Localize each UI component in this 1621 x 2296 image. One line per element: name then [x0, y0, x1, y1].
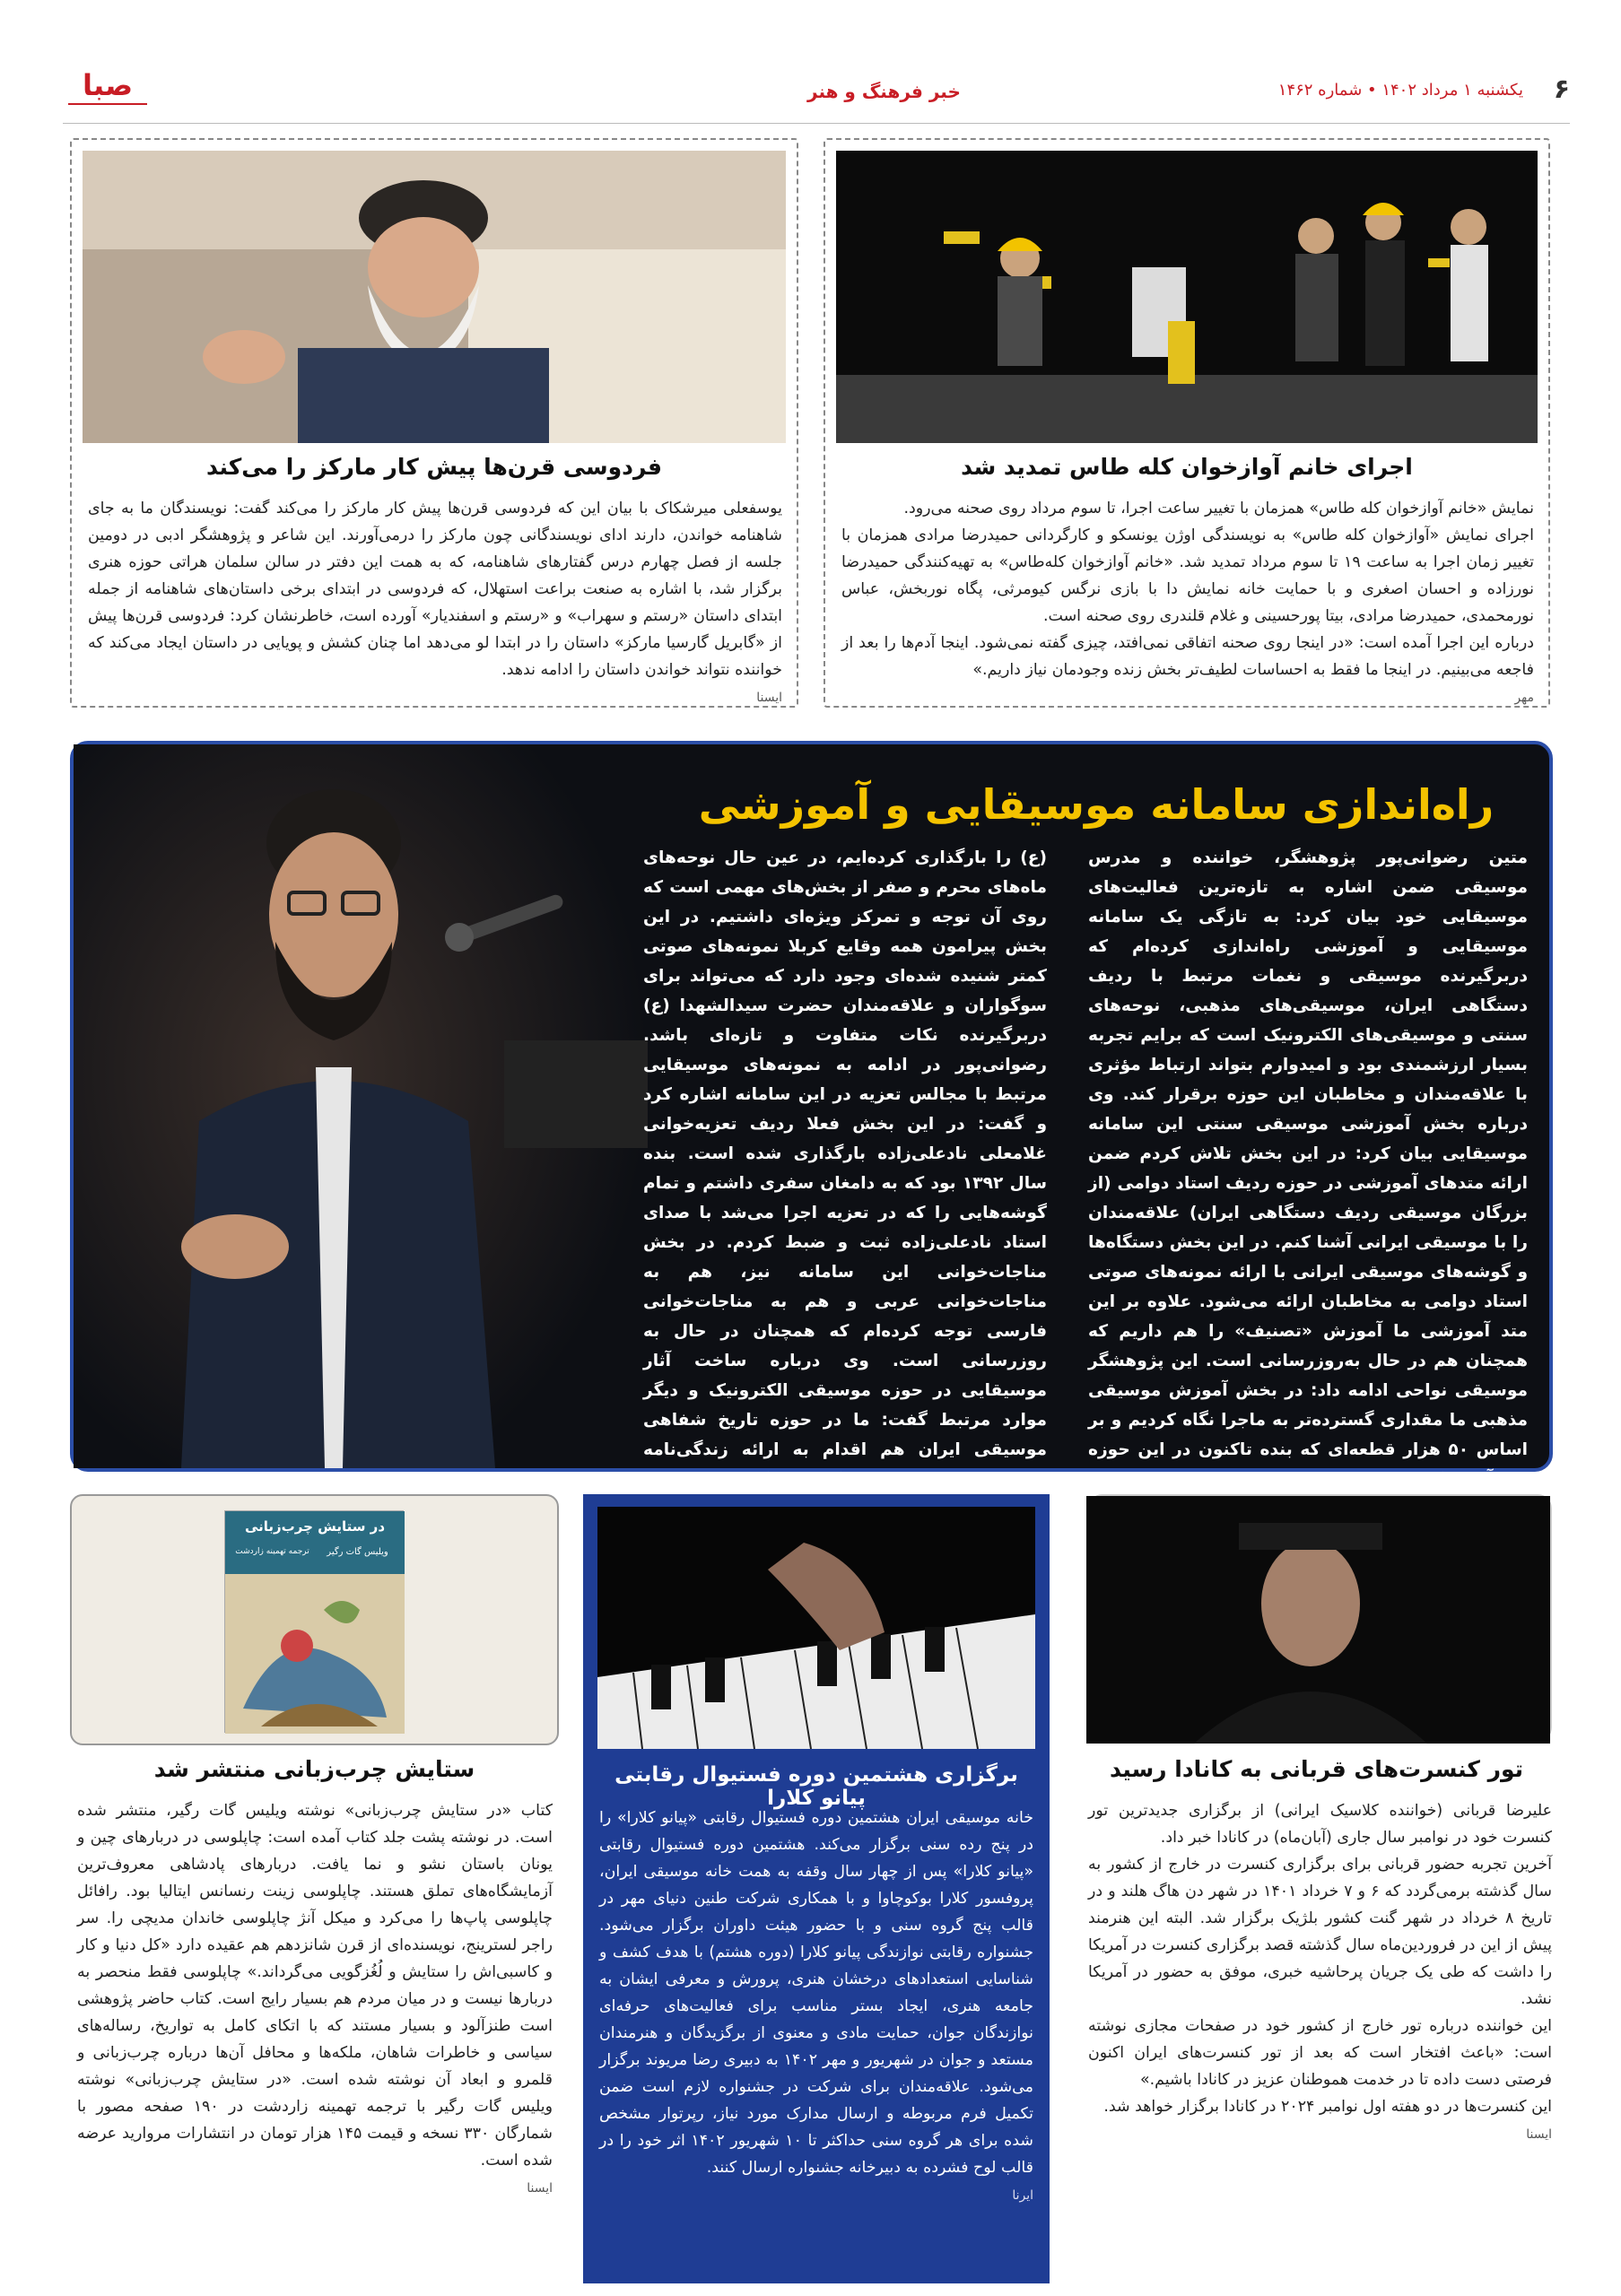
news-source: ایسنا	[756, 691, 782, 705]
paragraph: این کنسرت‌ها در دو هفته اول نوامبر ۲۰۲۴ در کانادا برگزار خواهد شد.	[1103, 2098, 1552, 2116]
book-cover-illustration	[225, 1574, 405, 1734]
news-source: ایسنا	[1526, 2127, 1552, 2142]
book-headline: ستایش چرب‌زبانی منتشر شد	[153, 1756, 475, 1782]
ferdowsi-headline: فردوسی قرن‌ها پیش کار مارکز را می‌کند	[206, 454, 662, 480]
feature-article	[70, 741, 1553, 1489]
piano-photo	[597, 1507, 1035, 1749]
ferdowsi-body	[88, 495, 782, 711]
concert-article	[1081, 1494, 1552, 2283]
piano-headline: برگزاری هشتمین دوره فستیوال رقابتی پیانو کلارا	[614, 1763, 1018, 1810]
book-cover	[224, 1510, 404, 1733]
piano-body	[599, 1805, 1033, 2209]
concert-headline: تور کنسرت‌های قربانی به کانادا رسید	[1109, 1756, 1524, 1782]
theater-headline: اجرای خانم آوازخوان کله طاس تمدید شد	[961, 454, 1413, 480]
book-body	[77, 1797, 553, 2202]
paragraph: یوسفعلی میرشکاک با بیان این که فردوسی قرن‌ها پیش کار مارکز را می‌کند گفت: نویسندگان ما به جای شاهنامه خواندن، دارند ادای نویسندگانی چون مارکز را درمی‌آورند. این شاعر و پژوهشگر ادبی در دومین جلسه از فصل چهارم درس گفتارهای شاهنامه، که به همت این دفتر در سالن سلمان هراتی حوزه هنری برگزار شد، با اشاره به صنعت براعت استهلال، که فردوسی در ابتدای برخی داستان‌های شاهنامه از جمله ابتدای داستان «رستم و سهراب» و «رستم و اسفندیار» آورده است، خاطرنشان کرد: فردوسی قرن‌ها پیش از «گابریل گارسیا مارکز» داستان را در ابتدا لو می‌دهد اما چنان کشش و پویایی در داستان ایجاد می‌کند که خواننده نتواند خواندن داستان را ادامه ندهد.	[88, 500, 782, 679]
ferdowsi-article	[70, 138, 798, 708]
news-source: ایسنا	[527, 2181, 553, 2196]
paragraph: این خواننده درباره تور خارج از کشور خود در صفحات مجازی نوشته است: «باعث افتخار است که بعد از تور کنسرت‌های ایران اکنون فرصتی دست داده تا در خدمت هموطنان عزیز در کانادا باشیم.»	[1088, 2017, 1552, 2089]
book-article	[70, 1494, 559, 2283]
feature-column-2	[643, 843, 1047, 1526]
paragraph: درباره این اجرا آمده است: «در اینجا روی صحنه اتفاقی نمی‌افتد، چیزی گفته نمی‌شود. اینجا آدم‌ها را بعد از فاجعه می‌بینیم. در اینجا ما فقط به احساسات لطیف‌تر بخش زنده وجودمان نیاز داریم.»	[841, 634, 1534, 679]
piano-article	[583, 1494, 1050, 2283]
news-source: مهر	[1514, 691, 1534, 705]
paragraph: آخرین تجربه حضور قربانی برای برگزاری کنسرت در خارج از کشور به سال گذشته برمی‌گردد که ۶ و ۷ خرداد ۱۴۰۱ در شهر دن هاگ هلند و در تاریخ ۸ خرداد در شهر گنت کشور بلژیک برگزار شد. البته این هنرمند پیش از این در فروردین‌ماه سال گذشته قصد برگزاری کنسرت در آمریکا را داشت که طی یک جریان پرحاشیه خبری، موفق به حضور در آمریکا نشد.	[1088, 1856, 1552, 2008]
paragraph: خانه موسیقی ایران هشتمین دوره فستیوال رقابتی «پیانو کلارا» را در پنج رده سنی برگزار می‌کند. هشتمین دوره فستیوال رقابتی «پیانو کلارا» پس از چهار سال وقفه به همت خانه موسیقی ایران، پروفسور کلارا بوکوچاوا و با همکاری شرکت طنین دنیای مهر در قالب پنج گروه سنی و با حضور هیئت داوران برگزار می‌شود. جشنواره رقابتی نوازندگی پیانو کلارا (دوره هشتم) با هدف کشف و شناسایی استعدادهای درخشان هنری، پرورش و معرفی ایشان به جامعه هنری، ایجاد بستر مناسب برای فعالیت‌های حرفه‌ای نوازندگان جوان، حمایت مادی و معنوی از برگزیدگان و هنرمندان مستعد و جوان در شهریور و مهر ۱۴۰۲ به دبیری رضا مریوند برگزار می‌شود. علاقه‌مندان برای شرکت در جشنواره لازم است ضمن تکمیل فرم مربوطه و ارسال مدارک مورد نیاز، رپرتوار مشخص شده برای هر گروه سنی حداکثر تا ۱۰ شهریور ۱۴۰۲ اثر خود را در قالب لوح فشرده به دبیرخانه جشنواره ارسال کنند.	[599, 1809, 1033, 2177]
paragraph: کتاب «در ستایش چرب‌زبانی» نوشته ویلیس گات رگیر، منتشر شده است. در نوشته پشت جلد کتاب آمده است: چاپلوسی در دربارهای چین و یونان باستان نشو و نما یافت. دربارهای پادشاهی معروف‌ترین آزمایشگاه‌های تملق هستند. چاپلوسی زینت رنسانس ایتالیا بود. رافائل چاپلوسی پاپ‌ها را می‌کرد و میکل آنژ چاپلوسی خاندان مدیچی را. سر راجر لسترینج، نویسنده‌ای از قرن شانزدهم هم عقیده دارد «کل دنیا و کار و کاسبی‌اش را ستایش و لُغُزگویی می‌گرداند.» چاپلوسی فقط منحصر به دربارها نیست و در میان مردم هم بسیار رایج است. کتاب حاضر پژوهشی است طنزآلود و بسیار مستند که با اتکای کامل به تواریخ، رساله‌های سیاسی و خاطرات شاهان، ملکه‌ها و محافل آن‌ها درباره چرب‌زبانی و قلمرو و ابعاد آن نوشته شده است. «در ستایش چرب‌زبانی» نوشته ویلیس گات رگیر با ترجمه تهمینه زاردشت در ۱۹۰ صفحه مصور با شمارگان ۳۳۰ نسخه و قیمت ۱۴۵ هزار تومان در انتشارات مروارید عرضه شده است.	[77, 1802, 553, 2170]
paragraph: علیرضا قربانی (خواننده کلاسیک ایرانی) از برگزاری جدیدترین تور کنسرت خود در نوامبر سال جاری (آبان‌ماه) در کانادا خبر داد.	[1088, 1802, 1552, 1847]
page-number: ۶	[1553, 74, 1570, 105]
feature-headline: راه‌اندازی سامانه موسیقایی و آموزشی	[698, 780, 1495, 829]
book-cover-frame	[70, 1494, 559, 1745]
theater-article	[824, 138, 1550, 708]
concert-photo	[1088, 1494, 1552, 1742]
feature-column-2-text: (ع) را بارگذاری کرده‌ایم، در عین حال نوحه‌های ماه‌های محرم و صفر از بخش‌های مهمی است که روی آن توجه و تمرکز ویژه‌ای داشتیم. در این بخش پیرامون همه وقایع کربلا نمونه‌های صوتی کمتر شنیده شده‌ای وجود دارد که می‌تواند برای سوگواران و علاقه‌مندان حضرت سیدالشهدا (ع) دربرگیرنده نکات متفاوت و تازه‌ای باشد. رضوانی‌پور در ادامه به نمونه‌های موسیقایی مرتبط با مجالس تعزیه در این سامانه اشاره کرد و گفت: در این بخش فعلا ردیف تعزیه‌خوانی غلامعلی نادعلی‌زاده بارگذاری شده است. بنده سال ۱۳۹۲ بود که به دامغان سفری داشتم و تمام گوشه‌هایی را که در تعزیه اجرا می‌شد با صدای استاد نادعلی‌زاده ثبت و ضبط کردم. در بخش مناجات‌خوانی این سامانه نیز، هم به مناجات‌خوانی عربی و هم به مناجات‌خوانی فارسی توجه کرده‌ام که همچنان در حال به روزرسانی است. وی درباره ساخت آثار موسیقایی در حوزه موسیقی الکترونیک و دیگر موارد مرتبط گفت: ما در حوزه تاریخ شفاهی موسیقی ایران هم اقدام به ارائه زندگی‌نامه استادان موسیقی ایران کرده‌ایم که به تدریج در	[643, 848, 1048, 1489]
book-cover-author: ویلیس گات رگیر	[327, 1547, 388, 1557]
feature-photo	[74, 744, 648, 1468]
paragraph: نمایش «خانم آوازخوان کله طاس» همزمان با تغییر ساعت اجرا، تا سوم مرداد روی صحنه می‌رود.	[903, 500, 1534, 517]
theater-body	[841, 495, 1534, 711]
paragraph: اجرای نمایش «آوازخوان کله طاس» به نویسندگی اوژن یونسکو و کارگردانی حمیدرضا مرادی همزمان با تغییر زمان اجرا به ساعت ۱۹ تا سوم مرداد تمدید شد. «خانم آوازخوان کله‌طاس» به تهیه‌کنندگی حمیدرضا نورزاده و احسان اصغری و با حمایت خانه نمایش دا با بازی نرگس کیومرثی، پگاه نوربخش، عباس نورمحمدی، حمیدرضا مرادی، بیتا پورحسینی و غلام قلندری روی صحنه است.	[841, 526, 1534, 625]
book-cover-translator: ترجمه تهمینه زاردشت	[235, 1547, 309, 1556]
concert-body	[1088, 1797, 1552, 2148]
section-title: خبر فرهنگ و هنر	[807, 81, 961, 102]
news-source: ایرنا	[1012, 2188, 1033, 2203]
ferdowsi-photo	[83, 151, 786, 443]
svg-text:صبا: صبا	[83, 68, 133, 102]
page-header	[63, 63, 1570, 124]
book-cover-title: در ستایش چرب‌زبانی	[244, 1518, 386, 1535]
newspaper-logo	[63, 65, 153, 109]
dateline: یکشنبه ۱ مرداد ۱۴۰۲ • شماره ۱۴۶۲	[1277, 81, 1523, 100]
theater-photo	[836, 151, 1538, 443]
feature-column-1: متین رضوانی‌پور پژوهشگر، خواننده و مدرس موسیقی ضمن اشاره به تازه‌ترین فعالیت‌های موسیقایی خود بیان کرد: به تازگی یک سامانه موسیقایی و آموزشی راه‌اندازی کرده‌ام که دربرگیرنده موسیقی و نغمات مرتبط با ردیف دستگاهی ایران، موسیقی‌های مذهبی، نوحه‌های سنتی و موسیقی‌های الکترونیک است که برایم تجربه بسیار ارزشمندی بود و امیدوارم بتواند ارتباط مؤثری با علاقه‌مندان و مخاطبان این حوزه برقرار کند. وی درباره بخش آموزشی موسیقی سنتی این سامانه موسیقایی بیان کرد: در این بخش تلاش کردم ضمن ارائه متدهای آموزشی در حوزه ردیف استاد دوامی (از بزرگان موسیقی ردیف دستگاهی ایران) علاقه‌مندان را با موسیقی ایرانی آشنا کنم. در این بخش دستگاه‌ها و گوشه‌های موسیقی ایرانی با ارائه نمونه‌های صوتی استاد دوامی به مخاطبان ارائه می‌شود. علاوه بر این متد آموزشی ما آموزش «تصنیف» را هم داریم که همچنان هم در حال به‌روزرسانی است. این پژوهشگر موسیقی نواحی ادامه داد: در بخش آموزش موسیقی مذهبی ما مقداری گسترده‌تر به ماجرا نگاه کردیم و بر اساس ۵۰ هزار قطعه‌ای که بنده تاکنون در این حوزه جمع‌آوری کرده‌ام، الحان و نغمات مذهبی از سراسر	[1088, 848, 1528, 1489]
